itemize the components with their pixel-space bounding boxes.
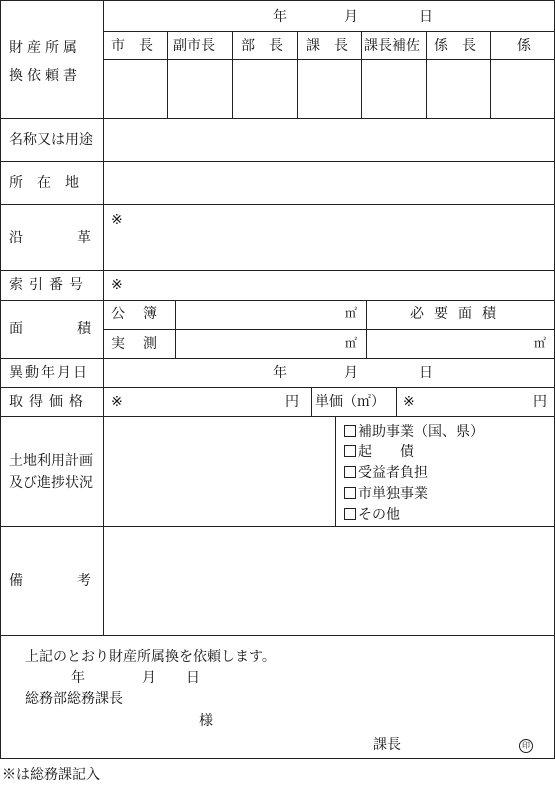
option-subsidy[interactable]: 補助事業（国、県） xyxy=(344,425,484,439)
land-use-label-line1: 土地利用計画 xyxy=(9,453,93,469)
stamp-cell-deputy-mayor[interactable] xyxy=(168,60,232,118)
history-label: 沿革 xyxy=(9,230,145,246)
seal-mark xyxy=(519,737,533,753)
index-number-label: 索引番号 xyxy=(9,277,89,293)
area-label: 面積 xyxy=(9,321,145,337)
addressee-honorific: 様 xyxy=(199,713,213,729)
seal-icon: 印 xyxy=(519,739,533,753)
name-purpose-field[interactable] xyxy=(104,119,554,161)
approver-staff: 係 xyxy=(517,38,531,54)
footer-date-year: 年 xyxy=(71,670,85,686)
section-chief-label: 課長 xyxy=(373,737,401,753)
index-number-mark: ※ xyxy=(111,277,123,293)
checkbox-icon xyxy=(344,425,356,437)
area-register-label: 公簿 xyxy=(111,306,175,322)
land-use-field[interactable] xyxy=(104,417,335,526)
approver-section-chief: 課 長 xyxy=(306,38,348,54)
stamp-cell-subsection-chief[interactable] xyxy=(427,60,490,118)
form-title-line1-text: 財産所属 xyxy=(9,40,81,56)
history-mark: ※ xyxy=(111,212,123,228)
option-other[interactable]: その他 xyxy=(344,508,400,522)
area-register-unit: ㎡ xyxy=(345,306,358,320)
acquisition-price-yen: 円 xyxy=(285,394,299,410)
approver-assistant-chief: 課長補佐 xyxy=(364,38,420,54)
unit-price-yen: 円 xyxy=(533,394,547,410)
change-date-label: 異動年月日 xyxy=(9,365,89,381)
location-label: 所在地 xyxy=(9,175,93,191)
name-purpose-label: 名称又は用途 xyxy=(9,132,93,148)
checkbox-icon xyxy=(344,487,356,499)
required-area-label: 必要面積 xyxy=(410,306,506,322)
location-field[interactable] xyxy=(104,162,554,204)
stamp-cell-mayor[interactable] xyxy=(104,60,167,118)
area-survey-unit: ㎡ xyxy=(345,336,358,350)
unit-price-mark: ※ xyxy=(403,394,415,410)
header-date-day: 日 xyxy=(419,9,433,25)
approver-mayor: 市 長 xyxy=(111,38,153,54)
change-date-year: 年 xyxy=(273,365,287,381)
form-title-line2: 換依頼書 xyxy=(9,68,81,84)
checkbox-icon xyxy=(344,508,356,520)
approver-director: 部 長 xyxy=(241,38,283,54)
request-text: 上記のとおり財産所属換を依頼します。 xyxy=(25,649,276,665)
land-use-label-line2: 及び進捗状況 xyxy=(9,475,93,491)
acquisition-price-mark: ※ xyxy=(111,394,123,410)
option-beneficiary-burden[interactable]: 受益者負担 xyxy=(344,466,428,480)
footer-date-month: 月 xyxy=(142,670,156,686)
change-date-month: 月 xyxy=(344,365,358,381)
header-date-year: 年 xyxy=(273,9,287,25)
stamp-cell-section-chief[interactable] xyxy=(298,60,361,118)
header-date-month: 月 xyxy=(344,9,358,25)
change-date-day: 日 xyxy=(419,365,433,381)
checkbox-icon xyxy=(344,445,356,457)
checkbox-icon xyxy=(344,466,356,478)
area-survey-label: 実測 xyxy=(111,336,175,352)
acquisition-price-label: 取得価格 xyxy=(9,394,89,410)
stamp-cell-staff[interactable] xyxy=(491,60,554,118)
unit-price-label: 単価（㎡） xyxy=(315,394,385,410)
form-note: ※は総務課記入 xyxy=(2,767,100,783)
stamp-cell-assistant-chief[interactable] xyxy=(362,60,426,118)
approver-deputy-mayor: 副市長 xyxy=(173,38,215,54)
remarks-field[interactable] xyxy=(104,527,554,635)
stamp-cell-director[interactable] xyxy=(233,60,297,118)
option-bond[interactable]: 起 債 xyxy=(344,445,414,459)
option-city-project[interactable]: 市単独事業 xyxy=(344,487,428,501)
addressee: 総務部総務課長 xyxy=(25,691,123,707)
remarks-label: 備考 xyxy=(9,573,145,589)
required-area-unit: ㎡ xyxy=(534,336,547,350)
footer-date-day: 日 xyxy=(186,670,200,686)
history-field[interactable] xyxy=(104,205,554,270)
approver-subsection-chief: 係 長 xyxy=(434,38,476,54)
